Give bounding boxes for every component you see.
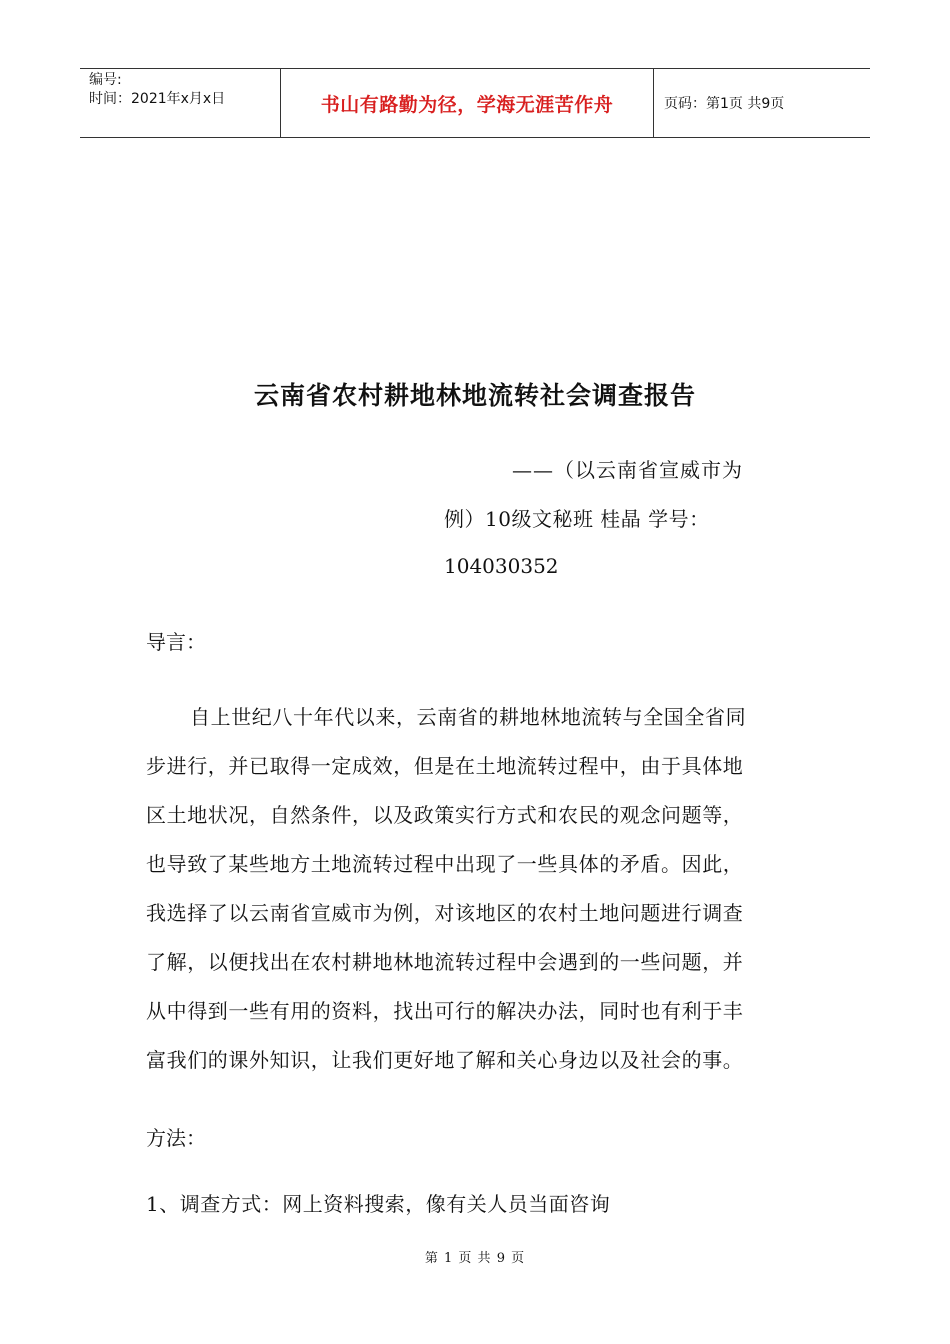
paragraph-line: 富我们的课外知识，让我们更好地了解和关心身边以及社会的事。 [146, 1048, 744, 1072]
paragraph-line: 自上世纪八十年代以来，云南省的耕地林地流转与全国全省同 [190, 705, 747, 729]
paragraph-line: 区土地状况，自然条件，以及政策实行方式和农民的观念问题等， [146, 803, 744, 827]
method-heading: 方法： [146, 1126, 206, 1150]
page-info: 页码：第1页 共9页 [664, 96, 785, 112]
paragraph-line: 从中得到一些有用的资料，找出可行的解决办法，同时也有利于丰 [146, 999, 744, 1023]
document-title: 云南省农村耕地林地流转社会调查报告 [253, 381, 696, 410]
header-meta-cell [80, 69, 281, 137]
paragraph-line: 了解，以便找出在农村耕地林地流转过程中会遇到的一些问题，并 [146, 950, 744, 974]
header-page-cell [654, 69, 870, 137]
document-header [80, 68, 870, 138]
subtitle-line-3: 104030352 [444, 554, 559, 578]
header-motto-cell [281, 69, 654, 137]
subtitle-line-2: 例）10级文秘班 桂晶 学号： [444, 507, 710, 531]
subtitle-line-1: ——（以云南省宣威市为 [512, 458, 743, 482]
intro-paragraph [146, 693, 798, 1085]
intro-heading: 导言： [146, 630, 206, 654]
page-footer: 第 1 页 共 9 页 [424, 1251, 526, 1266]
method-item-1: 1、调查方式：网上资料搜索，像有关人员当面咨询 [146, 1192, 611, 1216]
paragraph-line: 步进行，并已取得一定成效，但是在土地流转过程中，由于具体地 [146, 754, 744, 778]
paragraph-line: 我选择了以云南省宣威市为例，对该地区的农村土地问题进行调查 [146, 901, 744, 925]
number-label: 编号: [89, 72, 122, 88]
time-label: 时间：2021年x月x日 [89, 91, 226, 107]
motto-text: 书山有路勤为径，学海无涯苦作舟 [320, 93, 614, 116]
paragraph-line: 也导致了某些地方土地流转过程中出现了一些具体的矛盾。因此， [146, 852, 744, 876]
